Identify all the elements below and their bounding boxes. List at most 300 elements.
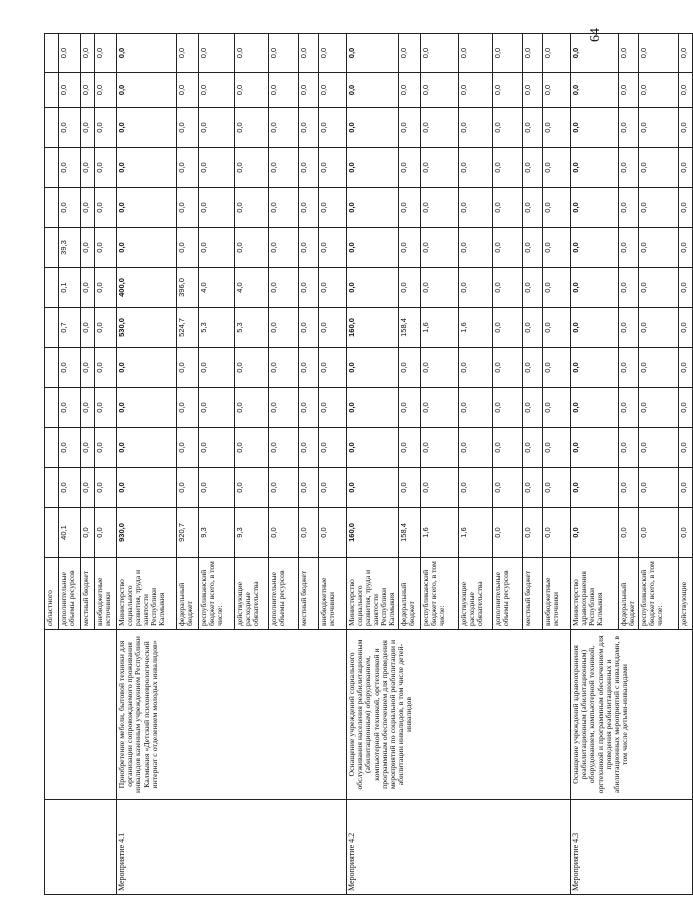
value-cell: 0,0 bbox=[639, 188, 679, 228]
description-cell: Приобретение мебели, бытовой техники для организации сопровождаемого проживания инвалидов казенным учреждением Республики Калмыкия «Детский психоневрологический интернат с отделением молодых инвалидов» bbox=[117, 630, 347, 800]
source-cell: Министерство социального развития, труда и занятости Республики Калмыкия bbox=[347, 558, 399, 630]
value-cell: 0,0 bbox=[269, 188, 299, 228]
value-cell: 0,0 bbox=[177, 348, 199, 388]
value-cell: 0,0 bbox=[619, 508, 639, 558]
value-cell: 0,0 bbox=[619, 388, 639, 428]
value-cell: 0,0 bbox=[269, 388, 299, 428]
value-cell: 920,7 bbox=[177, 508, 199, 558]
value-cell: 0,0 bbox=[319, 228, 347, 268]
value-cell: 0,0 bbox=[117, 34, 177, 73]
value-cell: 0,0 bbox=[299, 108, 319, 148]
value-cell: 0,0 bbox=[347, 108, 399, 148]
value-cell: 0,0 bbox=[459, 468, 493, 508]
value-cell: 0,0 bbox=[523, 428, 543, 468]
value-cell: 0,0 bbox=[117, 228, 177, 268]
value-cell: 0,0 bbox=[299, 228, 319, 268]
value-cell: 0,0 bbox=[95, 34, 117, 73]
value-cell: 0,0 bbox=[639, 348, 679, 388]
value-cell: 0,0 bbox=[269, 508, 299, 558]
value-cell: 0,0 bbox=[459, 188, 493, 228]
value-cell: 0,0 bbox=[639, 308, 679, 348]
value-cell: 0,0 bbox=[639, 268, 679, 308]
value-cell: 0,0 bbox=[679, 73, 693, 108]
value-cell: 0,0 bbox=[571, 508, 619, 558]
value-cell: 9,3 bbox=[199, 508, 235, 558]
value-cell bbox=[45, 268, 59, 308]
value-cell: 0,0 bbox=[319, 308, 347, 348]
value-cell: 0,0 bbox=[299, 268, 319, 308]
value-cell: 0,0 bbox=[199, 34, 235, 73]
value-cell: 0,0 bbox=[235, 108, 269, 148]
value-cell: 0,0 bbox=[199, 388, 235, 428]
value-cell: 0,0 bbox=[347, 228, 399, 268]
value-cell: 0,0 bbox=[543, 34, 571, 73]
value-cell: 0,0 bbox=[679, 508, 693, 558]
value-cell: 0,0 bbox=[639, 428, 679, 468]
description-cell bbox=[45, 630, 117, 800]
value-cell: 0,0 bbox=[679, 228, 693, 268]
value-cell: 0,0 bbox=[679, 348, 693, 388]
value-cell: 0,0 bbox=[543, 468, 571, 508]
value-cell: 0,0 bbox=[493, 148, 523, 188]
value-cell: 0,0 bbox=[421, 188, 459, 228]
source-cell: федеральный бюджет bbox=[399, 558, 421, 630]
value-cell: 0,0 bbox=[619, 268, 639, 308]
value-cell: 0,0 bbox=[543, 428, 571, 468]
value-cell: 0,0 bbox=[571, 308, 619, 348]
value-cell: 0,0 bbox=[199, 188, 235, 228]
budget-table bbox=[44, 33, 693, 895]
value-cell: 4,0 bbox=[199, 268, 235, 308]
value-cell bbox=[45, 73, 59, 108]
value-cell: 0,0 bbox=[319, 268, 347, 308]
value-cell: 0,0 bbox=[571, 268, 619, 308]
value-cell: 0,0 bbox=[269, 428, 299, 468]
value-cell: 0,0 bbox=[319, 188, 347, 228]
value-cell: 0,0 bbox=[117, 73, 177, 108]
value-cell: 0,0 bbox=[543, 508, 571, 558]
value-cell: 0,0 bbox=[299, 148, 319, 188]
value-cell: 0,0 bbox=[523, 188, 543, 228]
source-cell: федеральный бюджет bbox=[177, 558, 199, 630]
value-cell: 0,0 bbox=[421, 228, 459, 268]
table-row bbox=[117, 34, 177, 895]
value-cell: 0,0 bbox=[177, 228, 199, 268]
value-cell: 0,0 bbox=[59, 34, 81, 73]
value-cell: 0,0 bbox=[117, 108, 177, 148]
value-cell: 0,0 bbox=[59, 108, 81, 148]
value-cell: 0,0 bbox=[523, 73, 543, 108]
value-cell: 0,0 bbox=[59, 388, 81, 428]
value-cell: 0,0 bbox=[299, 188, 319, 228]
value-cell: 5,3 bbox=[235, 308, 269, 348]
value-cell: 0,0 bbox=[523, 228, 543, 268]
value-cell: 0,0 bbox=[639, 388, 679, 428]
source-cell: местный бюджет bbox=[299, 558, 319, 630]
value-cell: 0,0 bbox=[399, 228, 421, 268]
value-cell: 0,0 bbox=[543, 188, 571, 228]
source-cell: республиканский бюджет всего, в том числе: bbox=[199, 558, 235, 630]
value-cell: 0,0 bbox=[177, 388, 199, 428]
value-cell: 0,0 bbox=[619, 188, 639, 228]
value-cell: 0,0 bbox=[571, 388, 619, 428]
value-cell bbox=[45, 428, 59, 468]
value-cell bbox=[45, 108, 59, 148]
source-cell: действующие расходные обязательства bbox=[459, 558, 493, 630]
value-cell: 0,0 bbox=[399, 388, 421, 428]
value-cell: 0,0 bbox=[177, 188, 199, 228]
value-cell: 0,0 bbox=[619, 34, 639, 73]
value-cell: 160,0 bbox=[347, 308, 399, 348]
value-cell: 0,0 bbox=[199, 148, 235, 188]
value-cell: 0,0 bbox=[95, 73, 117, 108]
value-cell: 0,0 bbox=[95, 308, 117, 348]
value-cell: 0,0 bbox=[95, 228, 117, 268]
value-cell: 0,0 bbox=[399, 73, 421, 108]
value-cell: 0,0 bbox=[269, 148, 299, 188]
value-cell: 0,0 bbox=[81, 508, 95, 558]
value-cell: 0,0 bbox=[235, 228, 269, 268]
value-cell: 0,0 bbox=[81, 348, 95, 388]
value-cell: 0,0 bbox=[679, 468, 693, 508]
value-cell: 0,0 bbox=[81, 228, 95, 268]
value-cell: 0,0 bbox=[199, 108, 235, 148]
value-cell: 0,0 bbox=[619, 428, 639, 468]
value-cell: 0,0 bbox=[269, 34, 299, 73]
value-cell: 0,0 bbox=[59, 188, 81, 228]
table-row bbox=[571, 34, 619, 895]
value-cell: 0,0 bbox=[523, 388, 543, 428]
page-number: 64 bbox=[588, 28, 603, 42]
source-cell: действующие bbox=[679, 558, 693, 630]
value-cell: 0,0 bbox=[619, 348, 639, 388]
table-body bbox=[45, 34, 693, 895]
value-cell bbox=[45, 148, 59, 188]
value-cell: 0,0 bbox=[81, 73, 95, 108]
value-cell: 0,0 bbox=[319, 468, 347, 508]
value-cell: 0,0 bbox=[619, 108, 639, 148]
value-cell: 0,0 bbox=[619, 468, 639, 508]
value-cell: 0,0 bbox=[459, 268, 493, 308]
source-cell: местный бюджет bbox=[523, 558, 543, 630]
value-cell: 0,0 bbox=[59, 428, 81, 468]
value-cell: 0,0 bbox=[299, 73, 319, 108]
value-cell: 0,0 bbox=[543, 388, 571, 428]
value-cell: 9,3 bbox=[235, 508, 269, 558]
value-cell: 0,0 bbox=[235, 468, 269, 508]
value-cell: 0,0 bbox=[459, 148, 493, 188]
value-cell: 0,0 bbox=[571, 428, 619, 468]
source-cell: дополнительные объемы ресурсов bbox=[493, 558, 523, 630]
value-cell: 0,0 bbox=[523, 148, 543, 188]
value-cell: 1,6 bbox=[459, 308, 493, 348]
value-cell: 0,0 bbox=[59, 73, 81, 108]
value-cell: 0,0 bbox=[319, 148, 347, 188]
value-cell: 0,0 bbox=[543, 148, 571, 188]
value-cell bbox=[45, 188, 59, 228]
value-cell: 0,0 bbox=[459, 348, 493, 388]
value-cell: 0,0 bbox=[571, 108, 619, 148]
value-cell: 0,0 bbox=[117, 348, 177, 388]
value-cell: 0,0 bbox=[59, 348, 81, 388]
value-cell: 0,0 bbox=[177, 73, 199, 108]
value-cell: 524,7 bbox=[177, 308, 199, 348]
value-cell: 0,0 bbox=[117, 388, 177, 428]
value-cell: 0,0 bbox=[421, 34, 459, 73]
value-cell: 0,0 bbox=[347, 468, 399, 508]
value-cell: 0,0 bbox=[59, 148, 81, 188]
value-cell: 0,0 bbox=[639, 148, 679, 188]
value-cell: 0,0 bbox=[319, 428, 347, 468]
value-cell: 0,0 bbox=[81, 468, 95, 508]
value-cell: 0,0 bbox=[619, 308, 639, 348]
value-cell: 0,0 bbox=[235, 34, 269, 73]
value-cell: 0,0 bbox=[619, 228, 639, 268]
value-cell: 0,0 bbox=[235, 73, 269, 108]
value-cell: 0,0 bbox=[523, 348, 543, 388]
value-cell: 0,0 bbox=[177, 34, 199, 73]
value-cell: 0,0 bbox=[639, 228, 679, 268]
value-cell: 0,0 bbox=[299, 428, 319, 468]
value-cell: 0,0 bbox=[299, 348, 319, 388]
value-cell: 0,0 bbox=[269, 268, 299, 308]
value-cell: 0,0 bbox=[199, 428, 235, 468]
value-cell: 0,0 bbox=[177, 148, 199, 188]
value-cell: 0,0 bbox=[543, 308, 571, 348]
value-cell: 0,0 bbox=[177, 108, 199, 148]
value-cell: 158,4 bbox=[399, 508, 421, 558]
measure-cell bbox=[45, 800, 117, 895]
value-cell: 0,0 bbox=[235, 348, 269, 388]
value-cell: 0,0 bbox=[523, 108, 543, 148]
measure-cell: Мероприятие 4.3 bbox=[571, 800, 693, 895]
measure-cell: Мероприятие 4.1 bbox=[117, 800, 347, 895]
value-cell: 0,0 bbox=[399, 348, 421, 388]
value-cell: 0,0 bbox=[619, 73, 639, 108]
value-cell: 0,0 bbox=[319, 348, 347, 388]
value-cell: 0,0 bbox=[235, 188, 269, 228]
value-cell: 0,7 bbox=[59, 308, 81, 348]
value-cell: 0,0 bbox=[493, 428, 523, 468]
value-cell: 0,0 bbox=[571, 348, 619, 388]
value-cell: 0,0 bbox=[571, 73, 619, 108]
value-cell: 0,0 bbox=[523, 34, 543, 73]
source-cell: федеральный бюджет bbox=[619, 558, 639, 630]
value-cell: 0,0 bbox=[493, 508, 523, 558]
source-cell: местный бюджет bbox=[81, 558, 95, 630]
value-cell bbox=[45, 228, 59, 268]
value-cell: 0,0 bbox=[59, 468, 81, 508]
value-cell: 0,0 bbox=[199, 228, 235, 268]
value-cell bbox=[45, 348, 59, 388]
value-cell: 0,0 bbox=[81, 34, 95, 73]
value-cell: 0,0 bbox=[199, 348, 235, 388]
value-cell: 0,0 bbox=[523, 468, 543, 508]
value-cell: 0,0 bbox=[459, 73, 493, 108]
source-cell: дополнительные объемы ресурсов bbox=[59, 558, 81, 630]
value-cell: 0,0 bbox=[493, 228, 523, 268]
value-cell: 0,0 bbox=[639, 108, 679, 148]
value-cell: 0,0 bbox=[679, 268, 693, 308]
value-cell: 0,0 bbox=[493, 388, 523, 428]
source-cell: внебюджетные источники bbox=[95, 558, 117, 630]
value-cell: 0,0 bbox=[299, 468, 319, 508]
value-cell: 0,0 bbox=[421, 468, 459, 508]
value-cell: 4,0 bbox=[235, 268, 269, 308]
value-cell: 0,0 bbox=[95, 388, 117, 428]
value-cell: 930,0 bbox=[117, 508, 177, 558]
value-cell: 0,0 bbox=[421, 428, 459, 468]
value-cell: 0,0 bbox=[81, 388, 95, 428]
value-cell: 0,0 bbox=[81, 308, 95, 348]
value-cell: 5,3 bbox=[199, 308, 235, 348]
value-cell: 0,0 bbox=[347, 388, 399, 428]
value-cell: 0,0 bbox=[493, 468, 523, 508]
value-cell: 0,0 bbox=[81, 428, 95, 468]
value-cell: 0,0 bbox=[543, 348, 571, 388]
value-cell: 0,0 bbox=[269, 73, 299, 108]
value-cell: 0,0 bbox=[679, 108, 693, 148]
value-cell: 0,0 bbox=[571, 188, 619, 228]
value-cell: 0,0 bbox=[199, 468, 235, 508]
value-cell: 0,0 bbox=[347, 188, 399, 228]
value-cell: 0,0 bbox=[399, 268, 421, 308]
source-cell: республиканский бюджет всего, в том числе: bbox=[639, 558, 679, 630]
value-cell: 0,0 bbox=[269, 108, 299, 148]
value-cell: 400,0 bbox=[117, 268, 177, 308]
value-cell: 0,0 bbox=[493, 34, 523, 73]
value-cell: 0,0 bbox=[299, 508, 319, 558]
value-cell: 0,0 bbox=[95, 268, 117, 308]
value-cell: 0,0 bbox=[421, 348, 459, 388]
value-cell: 396,0 bbox=[177, 268, 199, 308]
value-cell: 0,0 bbox=[199, 73, 235, 108]
value-cell: 0,0 bbox=[347, 428, 399, 468]
value-cell: 0,0 bbox=[523, 268, 543, 308]
value-cell bbox=[45, 34, 59, 73]
value-cell bbox=[45, 468, 59, 508]
value-cell: 0,0 bbox=[177, 468, 199, 508]
value-cell: 0,0 bbox=[347, 34, 399, 73]
value-cell: 0,0 bbox=[399, 148, 421, 188]
value-cell: 0,0 bbox=[81, 148, 95, 188]
source-cell: действующие расходные обязательства bbox=[235, 558, 269, 630]
value-cell: 0,0 bbox=[459, 428, 493, 468]
value-cell: 0,0 bbox=[235, 148, 269, 188]
value-cell: 0,0 bbox=[347, 73, 399, 108]
table-row bbox=[45, 34, 59, 895]
value-cell: 0,0 bbox=[639, 508, 679, 558]
value-cell: 0,0 bbox=[95, 348, 117, 388]
value-cell: 0,0 bbox=[543, 73, 571, 108]
value-cell: 0,0 bbox=[543, 228, 571, 268]
value-cell: 0,0 bbox=[493, 73, 523, 108]
description-cell: Оснащение учреждений социального обслуживания населения реабилитационным (абилитационным) оборудованием, компьютерной техникой, оргтехникой и программным обеспечением для проведения мероприятий по социальной реабилитации и абилитации инвалидов, в том числе детей-инвалидов bbox=[347, 630, 571, 800]
value-cell: 0,0 bbox=[95, 148, 117, 188]
source-cell: Министерство здравоохранения Республики Калмыкия bbox=[571, 558, 619, 630]
value-cell: 0,0 bbox=[679, 34, 693, 73]
value-cell: 0,0 bbox=[399, 188, 421, 228]
value-cell: 0,0 bbox=[399, 34, 421, 73]
value-cell: 0,0 bbox=[493, 268, 523, 308]
value-cell: 0,0 bbox=[319, 108, 347, 148]
value-cell: 0,0 bbox=[299, 34, 319, 73]
value-cell: 0,0 bbox=[81, 188, 95, 228]
value-cell: 0,0 bbox=[347, 148, 399, 188]
measure-cell: Мероприятие 4.2 bbox=[347, 800, 571, 895]
value-cell bbox=[45, 308, 59, 348]
value-cell: 0,0 bbox=[269, 308, 299, 348]
value-cell: 0,0 bbox=[299, 388, 319, 428]
value-cell: 0,0 bbox=[177, 428, 199, 468]
value-cell: 0,0 bbox=[319, 508, 347, 558]
value-cell: 0,0 bbox=[679, 308, 693, 348]
value-cell: 0,0 bbox=[269, 468, 299, 508]
value-cell: 0,0 bbox=[571, 468, 619, 508]
value-cell: 0,0 bbox=[421, 73, 459, 108]
source-cell: областного bbox=[45, 558, 59, 630]
description-cell: Оснащение учреждений здравоохранения реабилитационным (абилитационным) оборудованием, компьютерной техникой, оргтехникой и программным обеспечением для проведения реабилитационных и абилитационных мероприятий с инвалидами, в том числе детьми-инвалидами bbox=[571, 630, 693, 800]
value-cell: 0,0 bbox=[95, 508, 117, 558]
value-cell: 0,0 bbox=[571, 148, 619, 188]
value-cell: 0,0 bbox=[347, 268, 399, 308]
rotated-table-wrapper bbox=[44, 33, 688, 895]
source-cell: внебюджетные источники bbox=[319, 558, 347, 630]
value-cell: 0,0 bbox=[117, 148, 177, 188]
value-cell: 0,0 bbox=[81, 268, 95, 308]
value-cell: 0,0 bbox=[493, 188, 523, 228]
value-cell: 160,0 bbox=[347, 508, 399, 558]
value-cell: 0,0 bbox=[81, 108, 95, 148]
value-cell: 0,0 bbox=[399, 428, 421, 468]
value-cell: 0,0 bbox=[95, 108, 117, 148]
value-cell: 0,0 bbox=[95, 428, 117, 468]
value-cell: 0,0 bbox=[493, 348, 523, 388]
value-cell: 0,0 bbox=[679, 388, 693, 428]
value-cell: 0,0 bbox=[459, 388, 493, 428]
value-cell: 0,0 bbox=[95, 188, 117, 228]
value-cell: 1,6 bbox=[421, 508, 459, 558]
value-cell: 0,0 bbox=[679, 188, 693, 228]
value-cell: 158,4 bbox=[399, 308, 421, 348]
value-cell: 0,0 bbox=[679, 428, 693, 468]
table-row bbox=[347, 34, 399, 895]
value-cell: 0,0 bbox=[117, 188, 177, 228]
value-cell: 0,0 bbox=[319, 73, 347, 108]
value-cell: 0,0 bbox=[619, 148, 639, 188]
value-cell: 39,3 bbox=[59, 228, 81, 268]
value-cell: 0,0 bbox=[571, 34, 619, 73]
value-cell: 0,0 bbox=[543, 108, 571, 148]
value-cell: 0,0 bbox=[235, 428, 269, 468]
value-cell: 0,0 bbox=[117, 468, 177, 508]
value-cell: 0,0 bbox=[679, 148, 693, 188]
value-cell: 0,0 bbox=[117, 428, 177, 468]
value-cell: 0,0 bbox=[639, 468, 679, 508]
value-cell: 0,1 bbox=[59, 268, 81, 308]
value-cell: 0,0 bbox=[543, 268, 571, 308]
value-cell: 0,0 bbox=[421, 108, 459, 148]
value-cell: 0,0 bbox=[399, 468, 421, 508]
value-cell: 1,6 bbox=[421, 308, 459, 348]
value-cell: 0,0 bbox=[639, 34, 679, 73]
value-cell: 0,0 bbox=[269, 228, 299, 268]
value-cell: 0,0 bbox=[523, 508, 543, 558]
value-cell: 0,0 bbox=[95, 468, 117, 508]
value-cell: 0,0 bbox=[459, 108, 493, 148]
value-cell: 0,0 bbox=[523, 308, 543, 348]
value-cell: 0,0 bbox=[399, 108, 421, 148]
